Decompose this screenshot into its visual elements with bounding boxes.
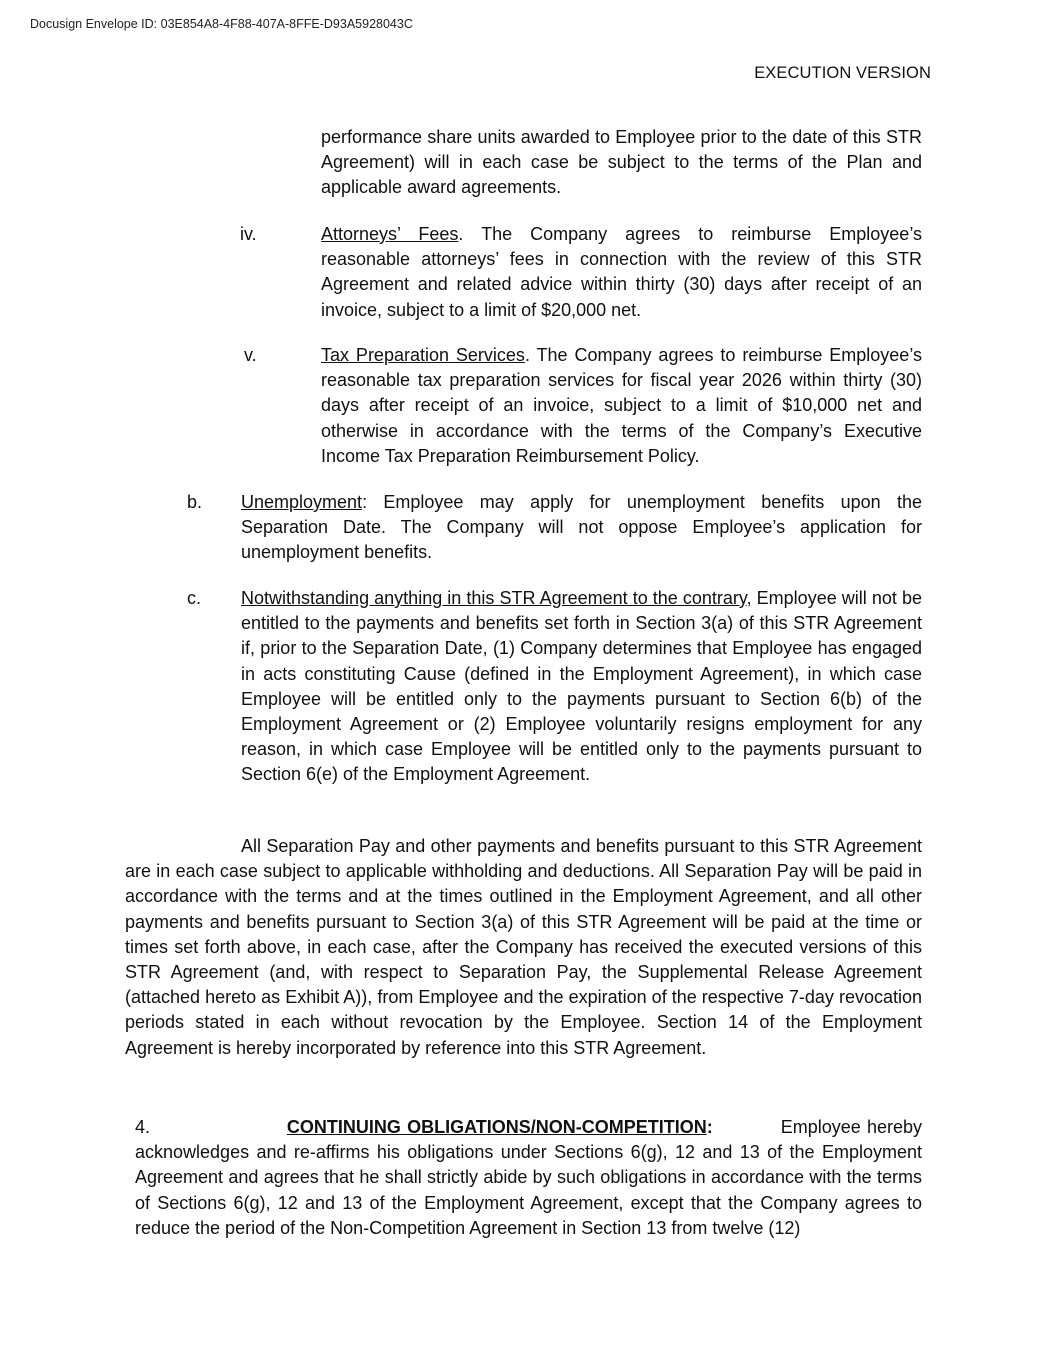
item-iv-body: . The Company agrees to reimburse Employee’s reasonable attorneys’ fees in connection with the review of this STR Agreement and related advice within thirty (30) days after receipt of an invoice, subject to a limit of $20,000 net. [321,224,922,320]
item-iv-title: Attorneys’ Fees [321,224,459,244]
item-b-paragraph [241,490,922,566]
item-c-title: Notwithstanding anything in this STR Agreement to the contrary, [241,588,752,608]
section-4-heading: CONTINUING OBLIGATIONS/NON-COMPETITION [286,1117,707,1137]
section-4-number: 4. [135,1117,151,1137]
item-b-body: : Employee may apply for unemployment benefits upon the Separation Date. The Company will not oppose Employee’s application for unemployment benefits. [241,492,922,563]
section-4-paragraph [135,1115,922,1241]
section-4-body: Employee hereby acknowledges and re-affirms his obligations under Sections 6(g), 12 and 13 of the Employment Agreement and agrees that he shall strictly abide by such obligations in accordance with the terms of Sections 6(g), 12 and 13 of the Employment Agreement, except that the Company agrees to reduce the period of the Non-Competition Agreement in Section 13 from twelve (12) [135,1117,922,1238]
section-4-colon: : [706,1117,713,1137]
item-v-marker: v. [244,345,257,365]
continuation-paragraph [321,125,922,201]
item-iv-marker: iv. [240,224,257,244]
version-label: EXECUTION VERSION [754,64,931,82]
envelope-id: Docusign Envelope ID: 03E854A8-4F88-407A-8FFE-D93A5928043C [30,17,413,31]
separation-pay-text: All Separation Pay and other payments and benefits pursuant to this STR Agreement are in each case subject to applicable withholding and deductions. All Separation Pay will be paid in accordance with the terms and at the times outlined in the Employment Agreement, and all other payments and benefits pursuant to Section 3(a) of this STR Agreement will be paid at the time or times set forth above, in each case, after the Company has received the executed versions of this STR Agreement (and, with respect to Separation Pay, the Supplemental Release Agreement (attached hereto as Exhibit A)), from Employee and the expiration of the respective 7-day revocation periods stated in each without revocation by the Employee. Section 14 of the Employment Agreement is hereby incorporated by reference into this STR Agreement. [125,836,922,1058]
item-v-paragraph [321,343,922,469]
item-v-title: Tax Preparation Services [321,345,525,365]
item-b-title: Unemployment [241,492,363,512]
continuation-text: performance share units awarded to Employee prior to the date of this STR Agreement) will in each case be subject to the terms of the Plan and applicable award agreements. [321,127,922,198]
item-v-body: . The Company agrees to reimburse Employee’s reasonable tax preparation services for fiscal year 2026 within thirty (30) days after receipt of an invoice, subject to a limit of $10,000 net and otherwise in accordance with the terms of the Company’s Executive Income Tax Preparation Reimbursement Policy. [321,345,922,466]
item-c-body: Employee will not be entitled to the payments and benefits set forth in Section 3(a) of this STR Agreement if, prior to the Separation Date, (1) Company determines that Employee has engaged in acts constituting Cause (defined in the Employment Agreement), in which case Employee will be entitled only to the payments pursuant to Section 6(b) of the Employment Agreement or (2) Employee voluntarily resigns employment for any reason, in which case Employee will be entitled only to the payments pursuant to Section 6(e) of the Employment Agreement. [241,588,923,785]
separation-pay-paragraph [125,834,922,1061]
item-c-paragraph [241,586,922,788]
item-b-marker: b. [187,492,203,512]
item-c-marker: c. [187,588,202,608]
section-4-number-wrap [135,1115,256,1140]
item-iv-paragraph [321,222,922,323]
